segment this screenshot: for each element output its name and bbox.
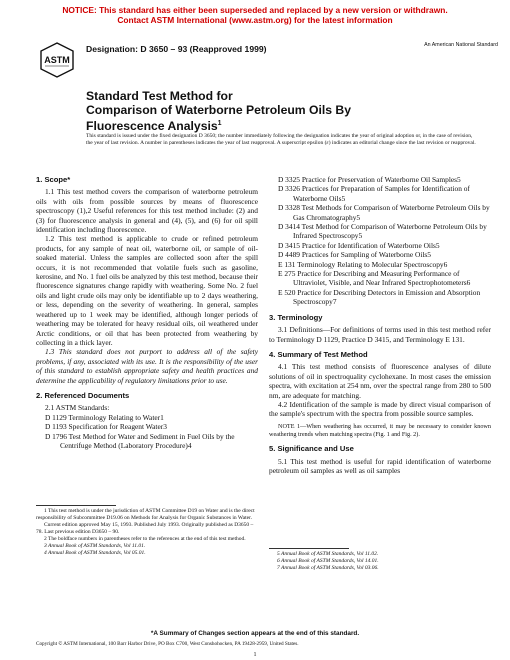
reference-item: E 520 Practice for Describing Detectors in Emission and Absorption Spectroscopy7 [278, 287, 481, 307]
footnotes-left [36, 508, 258, 557]
title-line-1: Standard Test Method for [86, 89, 233, 103]
title-line-2: Comparison of Waterborne Petroleum Oils By [86, 102, 352, 117]
reference-item: E 131 Terminology Relating to Molecular Spectroscopy6 [278, 259, 448, 269]
footnote: 1 This test method is under the jurisdiction of ASTM Committee D19 on Water and is the direct responsibility of Subcommittee D19.06 on Methods for Analysis for Organic Substances in Water. [36, 508, 255, 521]
footnote: 4 Annual Book of ASTM Standards, Vol 05.01. [44, 550, 146, 556]
section-heading-summary: 4. Summary of Test Method [269, 349, 368, 359]
paragraph-4-1: 4.1 This test method consists of fluorescence analyses of dilute solutions of oil in spectroquality cyclohexane. In most cases the emission spectra, with excitation at 254 nm, over the spectral range from 280 to 500 nm, are adequate for matching. [269, 362, 491, 400]
page-number: 1 [253, 652, 257, 658]
designation: Designation: D 3650 – 93 (Reapproved 1999) [86, 44, 267, 54]
reference-item: D 3415 Practice for Identification of Waterborne Oils5 [278, 240, 440, 250]
note-1: NOTE 1—When weathering has occurred, it may be necessary to consider known weathering trends when matching spectra (Fig. 1 and Fig. 2). [269, 422, 491, 438]
footnote-divider [36, 505, 116, 506]
footnote: Current edition approved May 15, 1993. Published July 1993. Originally published as D3650 – 78. Last previous edition D3650 – 90. [36, 522, 254, 535]
svg-text:ASTM: ASTM [44, 55, 70, 65]
section-heading-significance: 5. Significance and Use [269, 444, 354, 454]
footnote-divider [269, 548, 349, 549]
footnotes-right [269, 551, 491, 572]
left-column [36, 175, 258, 450]
paragraph-1-1: 1.1 This test method covers the comparison of waterborne petroleum oils with oils from possible sources by means of fluorescence spectroscopy (1),2 Useful references for this test method include: (2) and (3) for fluorescence analysis in general and (4), (5), and (6) for oil spill identification including fluorescence. [36, 187, 258, 235]
reference-item: D 3328 Test Methods for Comparison of Waterborne Petroleum Oils by Gas Chromatography5 [278, 203, 490, 222]
reference-item: D 1193 Specification for Reagent Water3 [45, 422, 167, 432]
issuance-statement: This standard is issued under the fixed designation D 3650; the number immediately following the designation indicates the year of original adoption or, in the case of revision, the year of last revision. A number in parentheses indicates the year of last reapproval. A superscript epsilon (ε) indicates an editorial change since the last revision or reapproval. [86, 133, 476, 147]
summary-of-changes-notice: *A Summary of Changes section appears at the end of this standard. [150, 630, 360, 637]
paragraph-3-1: 3.1 Definitions—For definitions of terms used in this test method refer to Terminology D 1129, Practice D 3415, and Terminology E 131. [269, 325, 491, 344]
notice-line-1: NOTICE: This standard has either been superseded and replaced by a new version or withdrawn. [62, 5, 448, 15]
footnote: 5 Annual Book of ASTM Standards, Vol 11.02. [277, 551, 379, 557]
reference-item: E 275 Practice for Describing and Measuring Performance of Ultraviolet, Visible, and Near Infrared Spectrophotometers6 [278, 269, 471, 288]
footnote: 3 Annual Book of ASTM Standards, Vol 11.01. [44, 543, 146, 549]
reference-item: D 3326 Practices for Preparation of Samples for Identification of Waterborne Oils5 [278, 184, 470, 203]
american-national-standard-label: An American National Standard [424, 42, 498, 48]
footnote: 7 Annual Book of ASTM Standards, Vol 03.06. [277, 565, 379, 571]
footnote: 2 The boldface numbers in parentheses refer to the references at the end of this test method. [44, 536, 246, 542]
copyright-line: Copyright © ASTM International, 100 Barr Harbor Drive, PO Box C700, West Conshohocken, PA 19428-2959, United States. [36, 641, 299, 647]
section-heading-referenced-documents: 2. Referenced Documents [36, 390, 130, 400]
paragraph-1-2: 1.2 This test method is applicable to crude or refined petroleum products, for any sample of neat oil, waterborne oil, or sample of oil-soaked material. Unless the samples are collected soon after the spill occurs, it is not recommended that volatile fuels such as gasoline, kerosine, and No. 1 fuel oils be analyzed by this test method, because their fluorescence signatures change rapidly with weathering. Some No. 2 fuel oils and light crude oils may only be identifiable up to 2 days weathering, or less, depending on the severity of weathering. In general, samples weathered up to 1 week may be identified, although longer periods of weathering may be tolerated for heavy residual oils, oil weathered under Arctic conditions, or oil that has been protected from weathering by collecting in a thick layer. [36, 234, 258, 347]
title-line-3: Fluorescence Analysis$^1$ [86, 119, 222, 134]
paragraph-4-2: 4.2 Identification of the sample is made by direct visual comparison of the sample's spectrum with the spectra from possible source samples. [269, 399, 491, 419]
section-heading-scope: 1. Scope* [36, 175, 71, 184]
document-title [86, 90, 351, 134]
reference-item: D 1796 Test Method for Water and Sediment in Fuel Oils by the Centrifuge Method (Laboratory Procedure)4 [45, 431, 235, 450]
reference-item: D 3414 Test Method for Comparison of Waterborne Petroleum Oils by Infrared Spectroscopy5 [278, 222, 487, 241]
reference-item: D 4489 Practices for Sampling of Waterborne Oils5 [278, 250, 432, 260]
astm-standards-subheading: 2.1 ASTM Standards: [45, 403, 110, 413]
paragraph-1-3: 1.3 This standard does not purport to address all of the safety problems, if any, associated with its use. It is the responsibility of the user of this standard to establish appropriate safety and health practices and determine the applicability of regulatory limitations prior to use. [36, 347, 258, 385]
footnote: 6 Annual Book of ASTM Standards, Vol 14.01. [277, 558, 379, 564]
withdrawal-notice [0, 5, 510, 25]
astm-logo-icon [40, 42, 74, 78]
paragraph-5-1: 5.1 This test method is useful for rapid identification of waterborne petroleum oil samples as well as oil samples [269, 456, 491, 476]
right-column [269, 175, 491, 476]
section-heading-terminology: 3. Terminology [269, 312, 323, 322]
reference-item: D 1129 Terminology Relating to Water1 [45, 412, 164, 422]
notice-line-2: Contact ASTM International (www.astm.org) for the latest information [117, 15, 393, 25]
reference-item: D 3325 Practice for Preservation of Waterborne Oil Samples5 [278, 175, 461, 184]
